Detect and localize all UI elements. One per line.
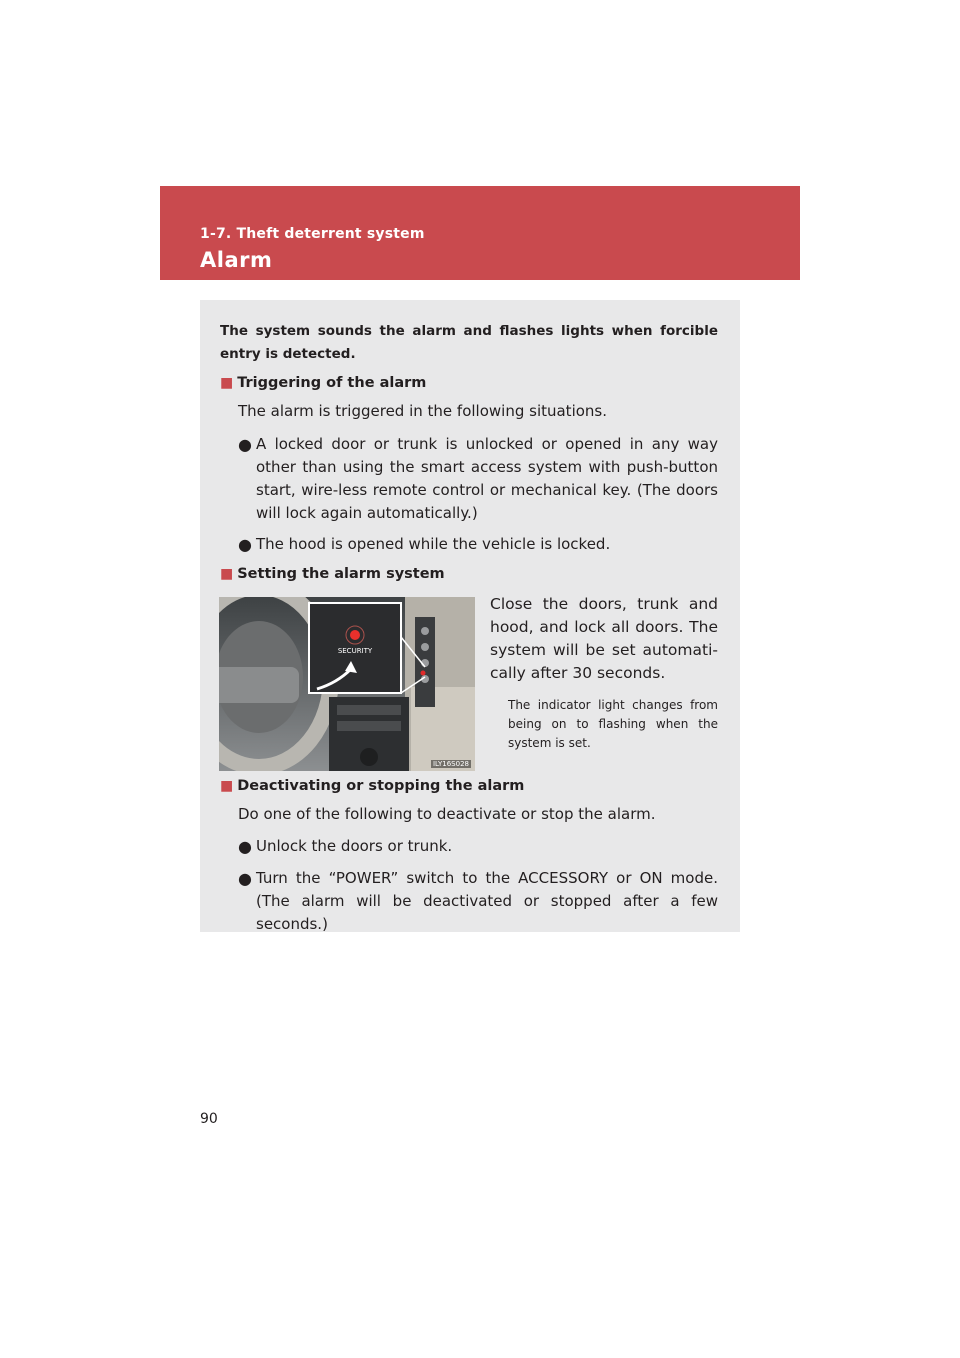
page-number: 90: [200, 1111, 218, 1127]
list-item-text: Turn the “POWER” switch to the ACCESSORY or ON mode. (The alarm will be deactivated or stopped after a few seconds.): [256, 869, 718, 933]
square-bullet-icon: ■: [220, 375, 234, 391]
round-bullet-icon: ●: [238, 435, 252, 454]
page-title: Alarm: [200, 248, 273, 272]
section-header-bar: [160, 186, 800, 280]
security-indicator-label: SECURITY: [337, 647, 373, 655]
figure-code: ILY16S028: [432, 760, 469, 768]
round-bullet-icon: ●: [238, 869, 252, 888]
round-bullet-icon: ●: [238, 535, 252, 554]
list-item: [238, 835, 718, 858]
list-item-text: The hood is opened while the vehicle is locked.: [256, 535, 611, 553]
list-item: [238, 433, 718, 525]
dashboard-illustration: [219, 597, 475, 771]
heading-triggering: [220, 375, 426, 391]
section-label: 1-7. Theft deterrent system: [200, 226, 425, 242]
heading-deactivating-label: Deactivating or stopping the alarm: [237, 778, 525, 794]
list-item: [238, 533, 718, 556]
heading-setting-label: Setting the alarm system: [237, 566, 445, 582]
heading-triggering-label: Triggering of the alarm: [237, 375, 427, 391]
info-panel: [200, 300, 740, 932]
triggering-lead: The alarm is triggered in the following situations.: [238, 402, 608, 420]
list-item: [238, 867, 718, 936]
dashboard-photo: [219, 597, 475, 771]
deactivating-lead: Do one of the following to deactivate or stop the alarm.: [238, 805, 656, 823]
intro-text: The system sounds the alarm and flashes lights when forcible entry is detected.: [220, 323, 718, 362]
heading-setting: [220, 566, 445, 582]
list-item-text: A locked door or trunk is unlocked or opened in any way other than using the smart access system with push-button start, wire-less remote control or mechanical key. (The doors will lock again automatically.): [256, 435, 718, 522]
round-bullet-icon: ●: [238, 837, 252, 856]
square-bullet-icon: ■: [220, 566, 234, 582]
list-item-text: Unlock the doors or trunk.: [256, 837, 453, 855]
setting-instructions: Close the doors, trunk and hood, and lock all doors. The system will be set automati-cally after 30 seconds.: [490, 595, 718, 682]
square-bullet-icon: ■: [220, 778, 234, 794]
setting-note: The indicator light changes from being on to flashing when the system is set.: [508, 698, 718, 750]
heading-deactivating: [220, 778, 524, 794]
